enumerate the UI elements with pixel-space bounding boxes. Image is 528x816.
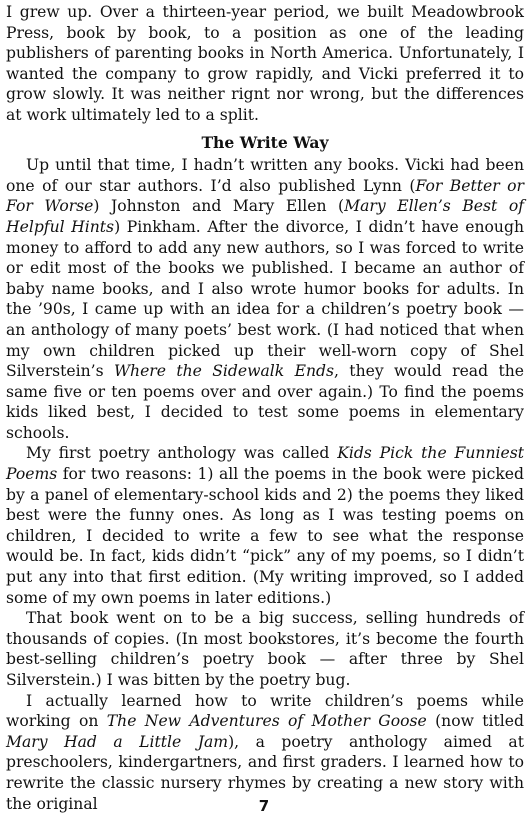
text-run: , they would read the same five or ten poems over and over again.) To find the poems kids liked best, I decided to test some poems in elementary schools. xyxy=(6,362,524,442)
section-heading: The Write Way xyxy=(201,132,329,152)
paragraph-write-way-4 xyxy=(6,691,524,815)
text-run: ) Pinkham. After the divorce, I didn’t have enough money to afford to add any new authors, so I was forced to write or edit most of the books we published. I became an author of baby name books, and I also wrote humor books for adults. In the ’90s, I came up with an idea for a children’s poetry book — an anthology of many poets’ best work. (I had noticed that when my own children picked up their well-worn copy of Shel Silverstein’s xyxy=(6,217,524,381)
text-run: ), a poetry anthology aimed at preschoolers, kindergartners, and first graders. I learned how to rewrite the classic nursery rhymes by creating a new story with the original xyxy=(6,732,524,813)
text-run: My first poetry anthology was called xyxy=(26,444,338,463)
book-title-italic: For Better or For Worse xyxy=(6,176,524,216)
paragraph-intro: I grew up. Over a thirteen-year period, we built Meadowbrook Press, book by book, to a position as one of the leading publishers of parenting books in North America. Unfortunately, I wanted the company to grow rapidly, and Vicki preferred it to grow slowly. It was neither rignt nor wrong, but the differences at work ultimately led to a split. xyxy=(6,3,524,124)
page-number: 7 xyxy=(258,797,270,815)
text-run: ) Johnston and Mary Ellen ( xyxy=(93,197,345,216)
book-title-italic: Kids Pick the Funniest Poems xyxy=(6,444,524,484)
paragraph-write-way-1 xyxy=(6,155,524,443)
book-title-italic: Mary Had a Little Jam xyxy=(6,732,229,751)
text-run: I actually learned how to write children’s poems while working on xyxy=(6,691,524,731)
paragraph-write-way-2 xyxy=(6,443,524,608)
book-title-italic: Mary Ellen’s Best of Helpful Hints xyxy=(6,197,524,236)
book-title-italic: The New Adventures of Mother Goose xyxy=(106,712,427,731)
paragraph-write-way-3: That book went on to be a big success, selling hundreds of thousands of copies. (In most bookstores, it’s become the fourth best-selling children’s poetry book — after three by Shel Silverstein.) I was bitten by the poetry bug. xyxy=(6,609,524,689)
text-run: for two reasons: 1) all the poems in the book were picked by a panel of elementary-school kids and 2) the poems they liked best were the funny ones. As long as I was testing poems on children, I decided to write a few to see what the response would be. In fact, kids didn’t “pick” any of my poems, so I didn’t put any into that first edition. (My writing improved, so I added some of my own poems in later editions.) xyxy=(6,465,524,607)
text-run: (now titled xyxy=(426,712,524,731)
document-page xyxy=(6,2,524,814)
text-run: Up until that time, I hadn’t written any books. Vicki had been one of our star authors. I’d also published Lynn ( xyxy=(6,156,524,195)
book-title-italic: Where the Sidewalk Ends xyxy=(114,362,334,381)
